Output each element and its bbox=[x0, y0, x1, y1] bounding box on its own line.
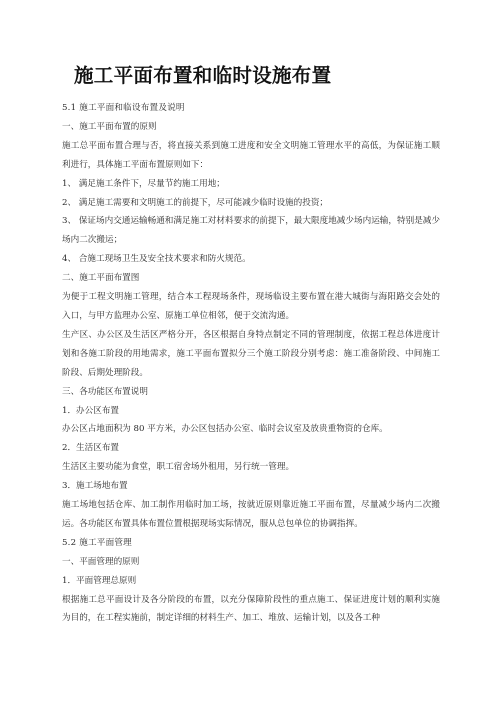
page-title: 施工平面布置和临时设施布置 bbox=[74, 64, 332, 87]
item-general-principle: 1．平面管理总原则 bbox=[62, 575, 137, 586]
list-item-1: 1、 满足施工条件下，尽量节约施工用地； bbox=[62, 178, 225, 189]
subheading-management-principles: 一、平面管理的原则 bbox=[62, 556, 140, 567]
subheading-layout-plan: 二、施工平面布置图 bbox=[62, 273, 140, 284]
subheading-functional-areas: 三、各功能区布置说明 bbox=[62, 386, 148, 397]
item-living-area: 2．生活区布置 bbox=[62, 443, 120, 454]
list-item-3: 3、 保证场内交通运输畅通和满足施工对材料要求的前提下，最大限度地减少场内运输，特别是减少场内二次搬运； bbox=[62, 216, 440, 246]
document-body bbox=[62, 99, 440, 628]
paragraph-office-area: 办公区占地面积为 80 平方米，办公区包括办公室、临时会议室及放贵重物资的仓库。 bbox=[62, 424, 388, 435]
item-office-area: 1．办公区布置 bbox=[62, 405, 120, 416]
subheading-layout-principles: 一、施工平面布置的原则 bbox=[62, 121, 157, 132]
paragraph-layout-intro: 施工总平面布置合理与否，将直接关系到施工进度和安全文明施工管理水平的高低，为保证施工顺利进行，具体施工平面布置原则如下： bbox=[62, 140, 440, 170]
list-item-4: 4、 合施工现场卫生及安全技术要求和防火规范。 bbox=[62, 254, 251, 265]
section-heading-5-2: 5.2 施工平面管理 bbox=[62, 537, 132, 548]
paragraph-construction-site: 施工场地包括仓库、加工制作用临时加工场，按就近原则靠近施工平面布置，尽量减少场内二次搬运。各功能区布置具体布置位置根据现场实际情况，服从总包单位的协调指挥。 bbox=[62, 500, 440, 529]
item-construction-site: 3．施工场地布置 bbox=[62, 481, 128, 492]
paragraph-zone-separation: 生产区、办公区及生活区严格分开，各区根据自身特点制定不同的管理制度，依据工程总体进度计划和各施工阶段的用地需求，施工平面布置拟分三个施工阶段分别考虑：施工准备阶段、中间施工阶段、后期处理阶段。 bbox=[62, 329, 440, 378]
paragraph-site-facilities: 为便于工程文明施工管理，结合本工程现场条件，现场临设主要布置在港大城街与海阳路交会处的入口，与甲方监理办公室、原施工单位相邻，便于交流沟通。 bbox=[62, 292, 440, 321]
list-item-2: 2、 满足施工需要和文明施工的前提下，尽可能减少临时设施的投资； bbox=[62, 197, 329, 208]
paragraph-general-principle: 根据施工总平面设计及各分阶段的布置，以充分保障阶段性的重点施工、保证进度计划的顺利实施为目的，在工程实施前，制定详细的材料生产、加工、堆放、运输计划，以及各工种 bbox=[62, 594, 440, 624]
paragraph-living-area: 生活区主要功能为食堂，职工宿舍场外租用，另行统一管理。 bbox=[62, 462, 295, 473]
section-heading-5-1: 5.1 施工平面和临设布置及说明 bbox=[62, 103, 185, 113]
